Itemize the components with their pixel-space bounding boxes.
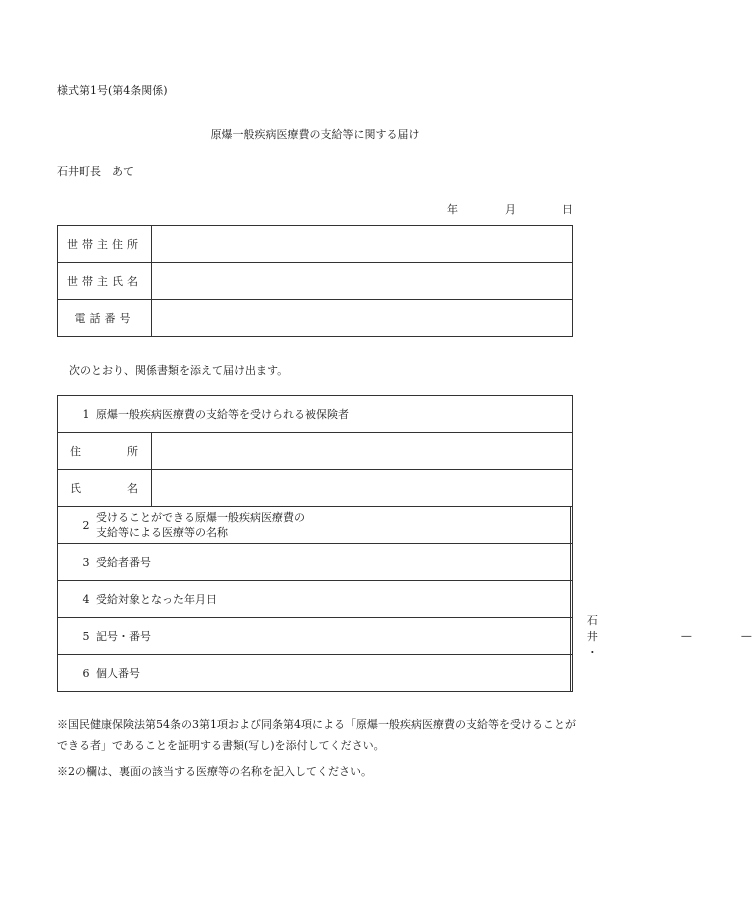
household-head-address-label: 世帯主住所 (58, 226, 152, 263)
item6-number: 6 (82, 667, 90, 680)
symbol-prefix: 石井 ・ (586, 614, 598, 659)
table-row (58, 544, 573, 581)
address-label-right: 所 (127, 445, 138, 458)
insured-address-field[interactable] (152, 433, 573, 470)
name-label-left: 氏 (70, 482, 81, 495)
item4-text: 受給対象となった年月日 (96, 593, 217, 606)
item2-line2: 支給等による医療等の名称 (96, 526, 228, 539)
medical-care-name-field[interactable] (570, 507, 572, 544)
table-row (58, 300, 573, 337)
page-title: 原爆一般疾病医療費の支給等に関する届け (210, 128, 420, 141)
item6-text: 個人番号 (96, 667, 140, 680)
table-row (58, 470, 573, 507)
phone-number-label: 電話番号 (58, 300, 152, 337)
table-row (58, 507, 573, 544)
item3-text: 受給者番号 (96, 556, 151, 569)
date-month-label: 月 (505, 203, 516, 216)
household-head-name-field[interactable] (152, 263, 573, 300)
applicant-table (57, 225, 573, 337)
item4-number: 4 (82, 593, 90, 606)
household-head-address-field[interactable] (152, 226, 573, 263)
date-year-label: 年 (447, 203, 458, 216)
item5-label (58, 618, 571, 655)
individual-number-field[interactable] (570, 655, 572, 692)
statement: 次のとおり、関係書類を添えて届け出ます。 (69, 364, 289, 377)
item5-number: 5 (82, 630, 90, 643)
item2-label (58, 507, 571, 544)
note-attachment: ※国民健康保険法第54条の3第1項および同条第4項による「原爆一般疾病医療費の支給等を受けることができる者」であることを証明する書類(写し)を添付してください。 (57, 718, 576, 752)
section1-title: 原爆一般疾病医療費の支給等を受けられる被保険者 (96, 408, 349, 421)
section1-number: 1 (82, 408, 90, 421)
addressee: 石井町長 あて (57, 165, 134, 178)
date-day-label: 日 (562, 203, 573, 216)
symbol-dash-1: — (680, 629, 692, 643)
item3-label (58, 544, 571, 581)
item4-label (58, 581, 571, 618)
eligibility-date-field[interactable] (570, 581, 572, 618)
address-label-left: 住 (70, 445, 81, 458)
table-row (58, 433, 573, 470)
symbol-number-field[interactable] (570, 614, 752, 659)
item2-number: 2 (82, 518, 90, 532)
table-row (58, 618, 573, 655)
section1-header (58, 396, 573, 433)
insured-name-field[interactable] (152, 470, 573, 507)
recipient-number-field[interactable] (570, 544, 572, 581)
phone-number-field[interactable] (152, 300, 573, 337)
item2-line1: 受けることができる原爆一般疾病医療費の (96, 511, 305, 524)
item5-text: 記号・番号 (96, 630, 151, 643)
symbol-dash-2: — (740, 629, 752, 643)
details-table (57, 395, 752, 692)
name-label-right: 名 (127, 482, 138, 495)
note-item2: ※2の欄は、裏面の該当する医療等の名称を記入してください。 (57, 765, 372, 778)
table-row (58, 226, 573, 263)
table-row (58, 396, 573, 433)
form-number: 様式第1号(第4条関係) (57, 84, 168, 97)
address-label (58, 433, 152, 470)
item3-number: 3 (82, 556, 90, 569)
table-row (58, 581, 573, 618)
item6-label (58, 655, 571, 692)
name-label (58, 470, 152, 507)
table-row (58, 655, 573, 692)
table-row (58, 263, 573, 300)
household-head-name-label: 世帯主氏名 (58, 263, 152, 300)
